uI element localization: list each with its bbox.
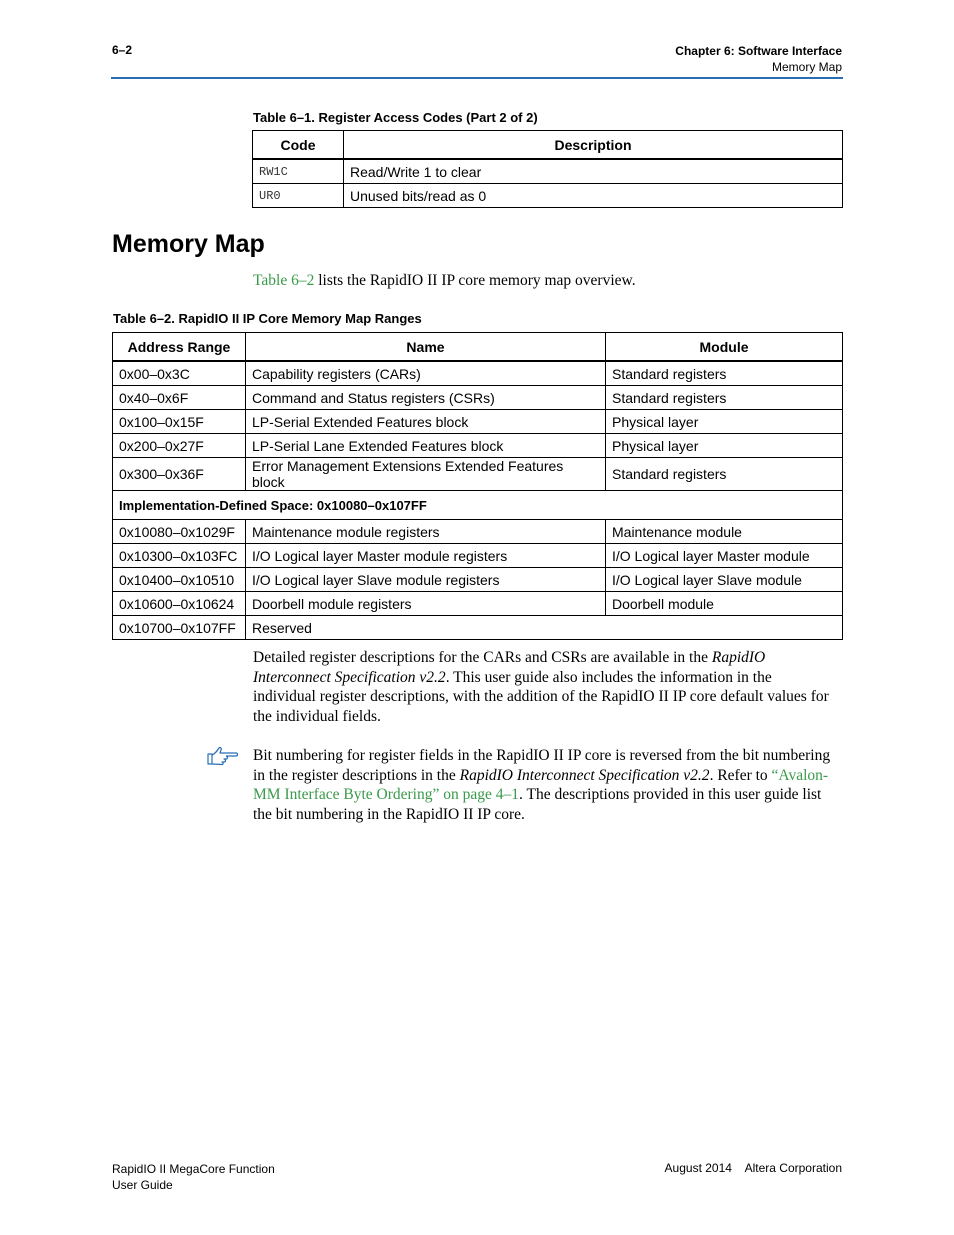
description-cell: Unused bits/read as 0 xyxy=(344,184,843,208)
section-title: Memory Map xyxy=(771,60,842,74)
column-header: Name xyxy=(246,333,606,362)
intro-paragraph: Table 6–2 lists the RapidIO II IP core memory map overview. xyxy=(253,272,636,289)
code-cell: UR0 xyxy=(253,184,344,208)
column-header: Address Range xyxy=(113,333,246,362)
table-row: 0x200–0x27F LP-Serial Lane Extended Features block Physical layer xyxy=(113,434,843,458)
running-header xyxy=(675,43,842,75)
table-row: 0x10700–0x107FF Reserved xyxy=(113,616,843,640)
column-header: Code xyxy=(253,131,344,160)
code-cell: RW1C xyxy=(253,159,344,184)
pointing-hand-icon xyxy=(207,746,239,766)
memory-map-table xyxy=(112,332,843,640)
chapter-title: Chapter 6: Software Interface xyxy=(675,44,842,58)
table-header-row xyxy=(253,131,843,160)
table-row: 0x10400–0x10510 I/O Logical layer Slave module registers I/O Logical layer Slave module xyxy=(113,568,843,592)
byte-ordering-link[interactable]: “Avalon-MM Interface Byte Ordering” on page 4–1 xyxy=(253,766,829,803)
doc-type: User Guide xyxy=(112,1178,173,1192)
table-row xyxy=(253,184,843,208)
table-row: 0x300–0x36F Error Management Extensions Extended Features block Standard registers xyxy=(113,458,843,491)
page-number: 6–2 xyxy=(112,43,133,57)
register-descriptions-paragraph: Detailed register descriptions for the CARs and CSRs are available in the RapidIO Interconnect Specification v2.2. This user guide also includes the information in the individual register descriptions, with the addition of the RapidIO II IP core default values for the individual fields. xyxy=(253,649,829,725)
section-heading: Memory Map xyxy=(112,230,265,258)
table-row: 0x10080–0x1029F Maintenance module registers Maintenance module xyxy=(113,520,843,544)
section-row: Implementation-Defined Space: 0x10080–0x107FF xyxy=(113,491,843,520)
register-access-codes-table xyxy=(252,130,843,208)
table-row: 0x40–0x6F Command and Status registers (CSRs) Standard registers xyxy=(113,386,843,410)
table1-caption: Table 6–1. Register Access Codes (Part 2 of 2) xyxy=(253,110,538,125)
footer-right: August 2014 Altera Corporation xyxy=(664,1161,842,1175)
table-row xyxy=(253,159,843,184)
product-name: RapidIO II MegaCore Function xyxy=(112,1162,275,1176)
footer-left xyxy=(112,1161,275,1193)
table-row: 0x100–0x15F LP-Serial Extended Features block Physical layer xyxy=(113,410,843,434)
table-link[interactable]: Table 6–2 xyxy=(253,272,315,289)
table2-caption: Table 6–2. RapidIO II IP Core Memory Map Ranges xyxy=(113,311,422,326)
table-row: 0x10600–0x10624 Doorbell module registers Doorbell module xyxy=(113,592,843,616)
table-row: 0x00–0x3C Capability registers (CARs) Standard registers xyxy=(113,361,843,386)
header-rule xyxy=(111,77,843,79)
column-header: Module xyxy=(606,333,843,362)
table-row: 0x10300–0x103FC I/O Logical layer Master module registers I/O Logical layer Master module xyxy=(113,544,843,568)
table-header-row xyxy=(113,333,843,362)
column-header: Description xyxy=(344,131,843,160)
note-paragraph: Bit numbering for register fields in the RapidIO II IP core is reversed from the bit numbering in the register descriptions in the RapidIO Interconnect Specification v2.2. Refer to “Avalon-MM Interface Byte Ordering” on page 4–1. The descriptions provided in this user guide list the bit numbering in the RapidIO II IP core. xyxy=(253,747,831,823)
description-cell: Read/Write 1 to clear xyxy=(344,159,843,184)
